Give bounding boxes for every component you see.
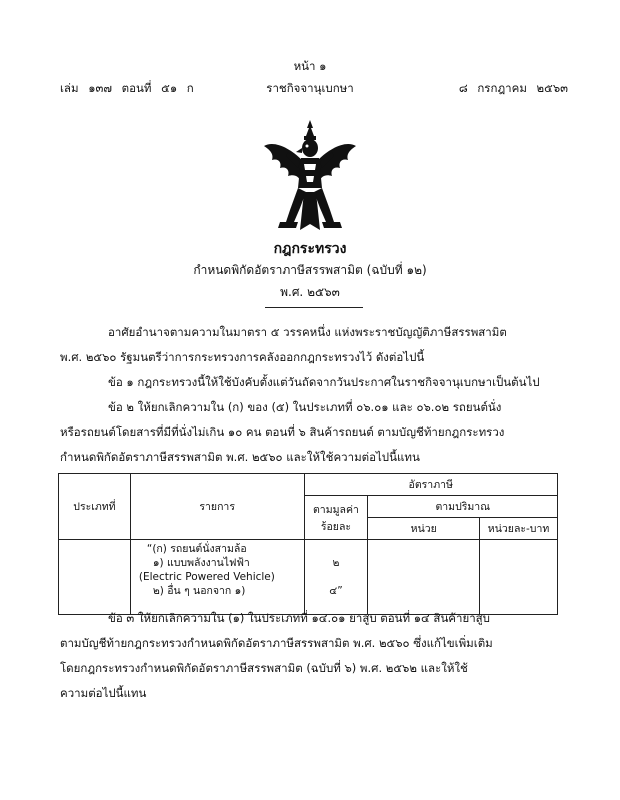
header-ad-valorem-label: ตามมูลค่า [312,503,359,516]
clause-2-line-1: ข้อ ๒ ให้ยกเลิกความใน (ก) ของ (๕) ในประเภทที่ ๐๖.๐๑ และ ๐๖.๐๒ รถยนต์นั่ง [108,400,502,414]
cell-unit [368,540,480,615]
clause-3-line-1: ข้อ ๓ ให้ยกเลิกความใน (๑) ในประเภทที่ ๑๔.๐๑ ยาสูบ ตอนที่ ๑๔ สินค้ายาสูบ [108,611,490,625]
preamble-line-1: อาศัยอำนาจตามความในมาตรา ๕ วรรคหนึ่ง แห่งพระราชบัญญัติภาษีสรรพสามิต [108,325,507,339]
title-divider [265,307,363,308]
clause-2-line-2: หรือรถยนต์โดยสารที่มีที่นั่งไม่เกิน ๑๐ คน ตอนที่ ๖ สินค้ารถยนต์ ตามบัญชีท้ายกฎกระทรวง [60,425,505,439]
header-unit: หน่วย [368,518,480,540]
document-title: กฎกระทรวง [273,241,347,257]
rate-electric: ๒ [332,557,340,569]
document-subtitle: กำหนดพิกัดอัตราภาษีสรรพสามิต (ฉบับที่ ๑๒) [193,263,427,277]
clause-3-line-3: โดยกฎกระทรวงกำหนดพิกัดอัตราภาษีสรรพสามิต (ฉบับที่ ๖) พ.ศ. ๒๕๖๒ และให้ใช้ [60,661,468,675]
header-tax-rate: อัตราภาษี [304,474,558,496]
cell-ad-valorem [304,540,368,615]
header-per-unit: หน่วยละ-บาท [480,518,558,540]
header-ad-valorem-unit: ร้อยละ [320,520,352,533]
cell-per-unit [480,540,558,615]
gazette-volume: เล่ม ๑๓๗ ตอนที่ ๕๑ ก [60,81,194,95]
clause-1: ข้อ ๑ กฎกระทรวงนี้ให้ใช้บังคับตั้งแต่วันถัดจากวันประกาศในราชกิจจานุเบกษาเป็นต้นไป [108,375,540,389]
clause-3-line-4: ความต่อไปนี้แทน [60,686,147,700]
header-ad-valorem [304,496,368,540]
page-number: หน้า ๑ [293,59,327,73]
tariff-table [58,473,558,615]
preamble-line-2: พ.ศ. ๒๕๖๐ รัฐมนตรีว่าการกระทรวงการคลังออกกฎกระทรวงไว้ ดังต่อไปนี้ [60,350,425,364]
cell-category [59,540,131,615]
table-row [59,540,558,615]
clause-3-line-2: ตามบัญชีท้ายกฎกระทรวงกำหนดพิกัดอัตราภาษีสรรพสามิต พ.ศ. ๒๕๖๐ ซึ่งแก้ไขเพิ่มเติม [60,636,493,650]
item-line-2: ๑) แบบพลังงานไฟฟ้า [152,557,250,569]
item-line-4: ๒) อื่น ๆ นอกจาก ๑) [152,585,246,597]
item-line-1: “(ก) รถยนต์นั่งสามล้อ [146,543,247,555]
rate-other: ๔” [329,585,343,597]
header-items: รายการ [130,474,304,540]
header-specific: ตามปริมาณ [368,496,558,518]
gazette-name: ราชกิจจานุเบกษา [266,81,354,95]
gazette-date: ๘ กรกฎาคม ๒๕๖๓ [458,81,568,95]
clause-2-line-3: กำหนดพิกัดอัตราภาษีสรรพสามิต พ.ศ. ๒๕๖๐ และให้ใช้ความต่อไปนี้แทน [60,450,420,464]
cell-items [130,540,304,615]
document-year: พ.ศ. ๒๕๖๓ [280,285,340,299]
header-category: ประเภทที่ [59,474,131,540]
garuda-emblem-icon [260,118,360,236]
item-line-3: (Electric Powered Vehicle) [138,571,275,583]
